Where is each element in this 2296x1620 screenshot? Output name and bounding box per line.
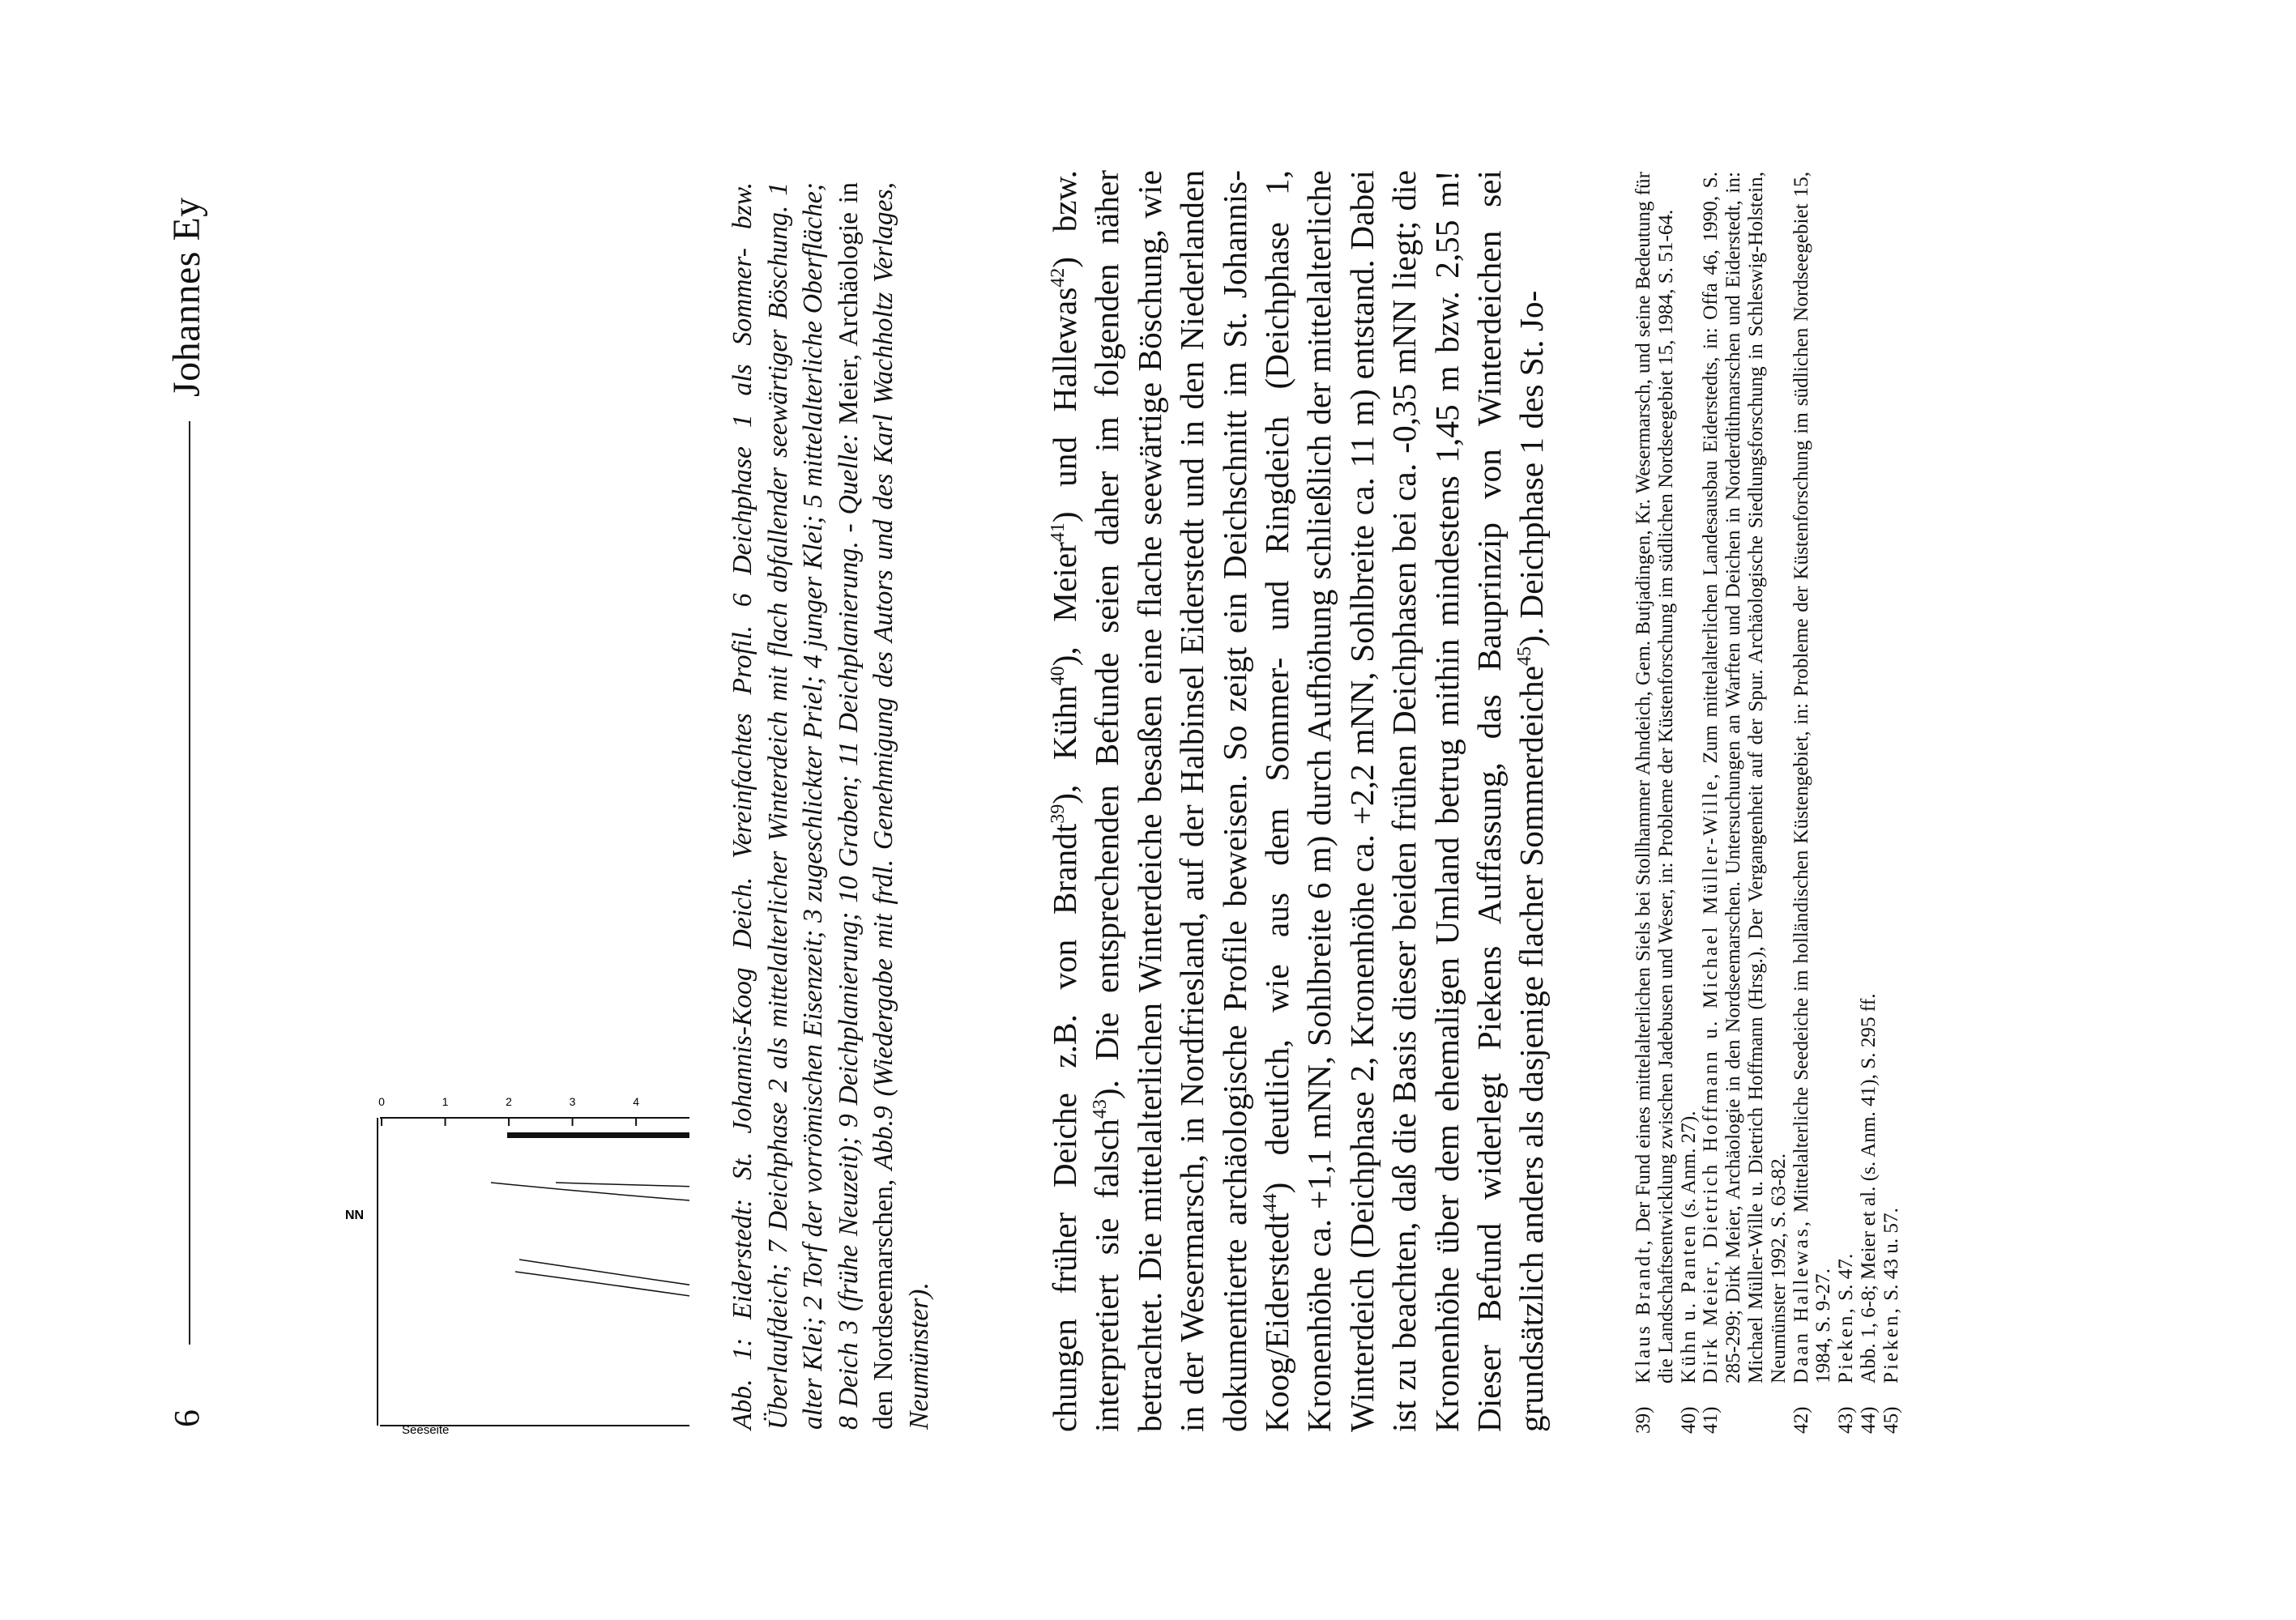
x-tick-label: 4 <box>633 1095 640 1108</box>
dike-profile-figure <box>248 170 689 1450</box>
footnote-42 <box>1790 172 1836 1434</box>
figure-caption <box>725 182 937 1430</box>
footnote-41 <box>1700 172 1790 1434</box>
footnote-text: Der Fund eines mittelalterlichen Siels bei Stollhammer Ahndeich, Gem. Butjadingen, Kr. Wesermarsch, und seine Bedeutung für die Landschaftsentwicklung zwischen Jadebusen und Weser, in: Probleme der Küstenforschung im südlichen Nordseegebiet 15, 1984, S. 51-64. <box>1632 172 1677 1383</box>
footnote-text: S. 47. <box>1835 1253 1858 1307</box>
footnote-number: 45) <box>1880 1406 1902 1434</box>
body-text: chungen früher Deiche z.B. von Brandt <box>1046 823 1083 1432</box>
footnote-ref: 41 <box>1048 522 1069 543</box>
x-axis-ticks <box>382 1118 689 1126</box>
footnote-text: Zum mittelalterlichen Landesausbau Eiderstedts, in: Offa 46, 1990, S. 285-299; Dirk Meier, Archäologie in den Nordseemarschen. Untersuchungen an Warften und Deichen in Norderdithmarschen und Eiderstedt, in: Michael Müller-Wille u. Dietrich Hoffmann (Hrsg.), Der Vergangenheit auf der Spur. Archäologische Siedlungsforschung in Schleswig-Holstein, Neumünster 1992, S. 63-82. <box>1700 172 1790 1383</box>
footnotes <box>1632 172 1903 1434</box>
footnote-author: Kühn u. Panten <box>1677 1222 1700 1383</box>
body-text: ), Kühn <box>1046 685 1083 804</box>
footnote-ref: 43 <box>1090 1099 1112 1119</box>
caption-source: Meier, Archäologie in den Nordseemarschen, <box>833 181 898 1430</box>
caption-text-2: Abb.9 (Wiedergabe mit frdl. Genehmigung des Autors und des Karl Wachholtz Verlages, Neumünster). <box>868 182 934 1430</box>
x-tick-label: 3 <box>569 1095 576 1108</box>
footnote-ref: 42 <box>1048 267 1069 288</box>
body-text: ). Die entsprechenden Befunde seien daher im folgenden näher betrachtet. Die mittelalterlichen Winterdeiche besaßen eine flache seewärtige Böschung, wie in der Wesermarsch, in Nordfriesland, auf der Halbinsel Eiderstedt und in den Niederlanden dokumentierte archäologische Profile beweisen. So zeigt ein Deichschnitt im St. Johannis-Koog/Eiderstedt <box>1088 170 1296 1432</box>
body-text: ) bzw. interpretiert sie falsch <box>1046 169 1126 1432</box>
footnote-author: Dirk Meier, Dietrich Hoffmann u. Michael Müller-Wille, <box>1700 771 1722 1383</box>
footnote-39 <box>1632 172 1678 1434</box>
footnote-45 <box>1880 172 1903 1434</box>
footnote-number: 42) <box>1790 1406 1812 1434</box>
footnote-text: S. 43 u. 57. <box>1880 1208 1902 1307</box>
footnote-text: (s. Anm. 27). <box>1677 1111 1700 1223</box>
caption-text-1: Abb. 1: Eiderstedt: St. Johannis-Koog Deich. Vereinfachtes Profil. 6 Deichphase 1 als Sommer- bzw. Überlaufdeich; 7 Deichphase 2 als mittelalterlicher Winterdeich mit flach abfallender seewärtiger Böschung. 1 alter Klei; 2 Torf der vorrömischen Eisenzeit; 3 zugeschlickter Priel; 4 junger Klei; 5 mittelalterliche Oberfläche; 8 Deich 3 (frühe Neuzeit); 9 Deichplanierung; 10 Graben; 11 Deichplanierung. - Quelle: <box>728 182 864 1430</box>
footnote-number: 40) <box>1677 1406 1700 1434</box>
footnote-author: Daan Hallewas, <box>1790 1218 1812 1383</box>
footnote-ref: 40 <box>1048 666 1069 686</box>
footnote-ref: 44 <box>1260 1193 1282 1213</box>
page-number: 6 <box>167 1409 207 1427</box>
layer-1-line <box>556 1183 689 1191</box>
body-text: ), Meier <box>1046 542 1083 667</box>
label-nn-left: NN <box>345 1209 365 1222</box>
footnote-number: 39) <box>1632 1406 1654 1434</box>
header-rule <box>189 421 190 1345</box>
body-text: ) und Hallewas <box>1046 287 1083 523</box>
layer-9-line <box>519 1260 689 1336</box>
layer-11-line <box>515 1272 689 1358</box>
footnote-43 <box>1835 172 1858 1434</box>
footnote-44 <box>1858 172 1880 1434</box>
body-paragraph <box>1043 170 1553 1432</box>
footnote-author: Klaus Brandt, <box>1632 1238 1654 1383</box>
footnote-number: 44) <box>1857 1406 1880 1434</box>
layer-4-line <box>491 1183 689 1231</box>
footnote-author: Pieken, <box>1880 1306 1902 1383</box>
footnote-number: 43) <box>1835 1406 1858 1434</box>
footnote-text: Abb. 1, 6-8; Meier et al. (s. Anm. 41), S. 295 ff. <box>1857 993 1880 1383</box>
body-text: ). Deichphase 1 des St. Jo- <box>1513 290 1551 646</box>
x-axis-labels <box>378 1095 689 1108</box>
running-head: Johannes Ey <box>165 197 208 397</box>
x-tick-label: 0 <box>378 1095 385 1108</box>
profile-layers <box>491 1163 689 1358</box>
footnote-ref: 45 <box>1514 646 1536 666</box>
footnote-40 <box>1678 172 1701 1434</box>
body-text: ) deutlich, wie aus dem Sommer- und Ringdeich (Deichphase 1, Kronenhöhe ca. +1,1 mNN, Sohlbreite 6 m) durch Aufhöhung schließlich der mittelalterliche Winterdeich (Deichphase 2, Kronenhöhe ca. +2,2 mNN, Sohlbreite ca. 11 m) entstand. Dabei ist zu beachten, daß die Basis dieser beiden frühen Deichphasen bei ca. -0,35 mNN liegt; die Kronenhöhe über dem ehemaligen Umland betrug mithin mindestens 1,45 m bzw. 2,55 m! Dieser Befund widerlegt Piekens Auffassung, das Bauprinzip von Winterdeichen sei grundsätzlich anders als dasjenige flacher Sommerdeiche <box>1258 170 1551 1432</box>
label-seaside: Seeseite <box>402 1423 450 1437</box>
x-tick-label: 2 <box>506 1095 512 1108</box>
footnote-text: Mittelalterliche Seedeiche im holländischen Küstengebiet, in: Probleme der Küstenforschung im südlichen Nordseegebiet 15, 1984, S. 9-27. <box>1790 171 1835 1383</box>
x-tick-label: 1 <box>442 1095 449 1108</box>
footnote-number: 41) <box>1700 1406 1722 1434</box>
footnote-ref: 39 <box>1048 804 1069 824</box>
footnote-author: Pieken, <box>1835 1306 1858 1383</box>
peat-layer-2 <box>507 1132 689 1138</box>
